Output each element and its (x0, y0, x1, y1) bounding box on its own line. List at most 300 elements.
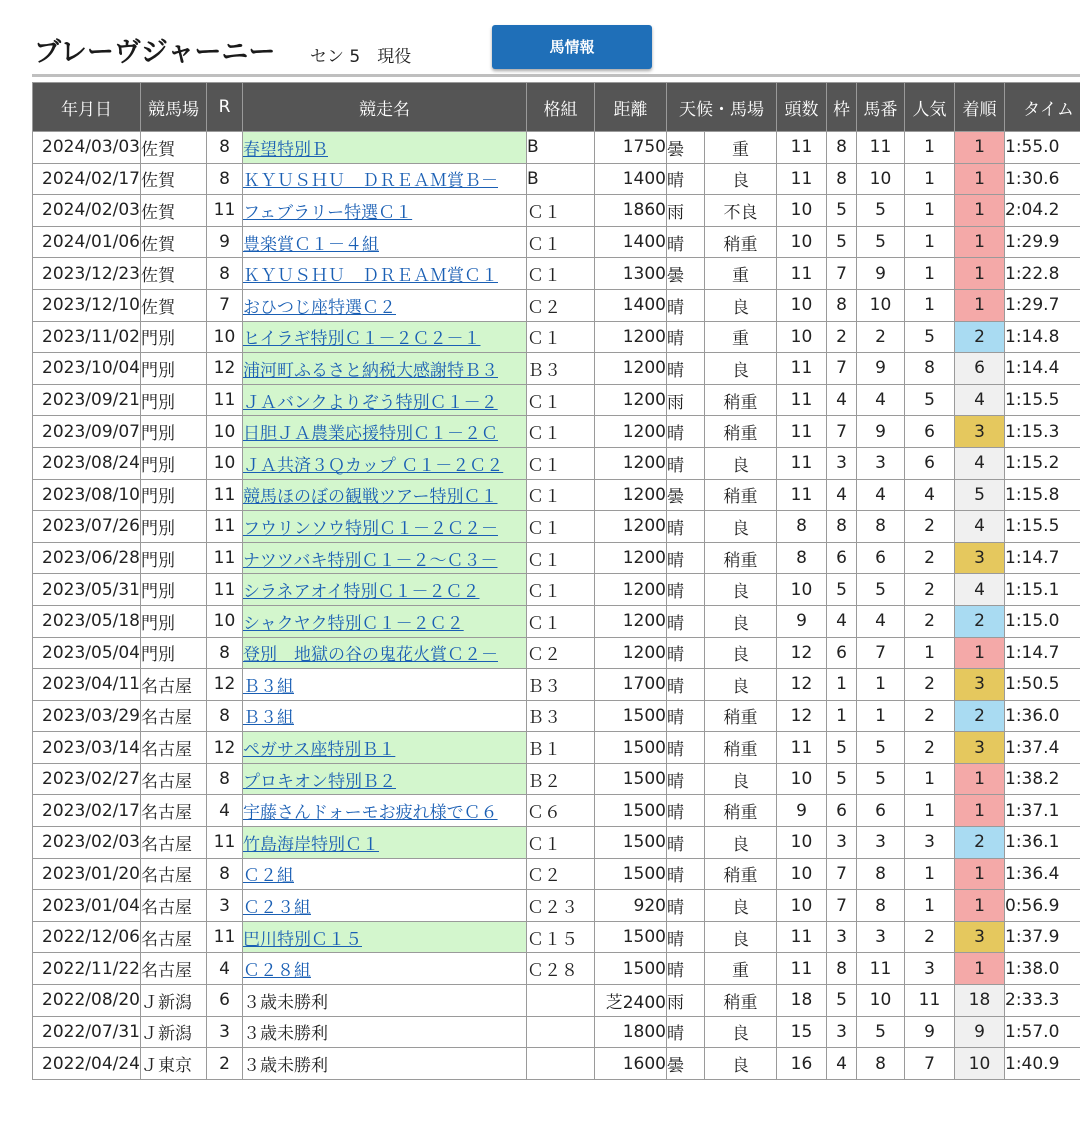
race-weather: 晴 (667, 289, 705, 321)
gate-number: 3 (827, 827, 857, 859)
gate-number: 3 (827, 447, 857, 479)
popularity: 2 (905, 542, 955, 574)
race-class: Ｂ３ (527, 353, 595, 385)
table-row (33, 795, 1080, 827)
race-weather: 曇 (667, 132, 705, 164)
track-condition: 良 (705, 353, 777, 385)
track-condition: 重 (705, 953, 777, 985)
race-name-link[interactable]: 竹島海岸特別Ｃ１ (243, 834, 379, 855)
table-row (33, 669, 1080, 701)
gate-number: 1 (827, 669, 857, 701)
finish-time: 1:29.9 (1005, 226, 1080, 258)
horse-number: 7 (857, 637, 905, 669)
race-class: B (527, 132, 595, 164)
finish-position: 5 (955, 479, 1005, 511)
finish-time: 1:36.0 (1005, 700, 1080, 732)
horse-number: 4 (857, 384, 905, 416)
race-date: 2024/02/03 (33, 195, 141, 227)
track-condition: 良 (705, 890, 777, 922)
race-track: 佐賀 (141, 226, 207, 258)
table-row (33, 195, 1080, 227)
gate-number: 1 (827, 700, 857, 732)
popularity: 8 (905, 353, 955, 385)
finish-time: 1:37.4 (1005, 732, 1080, 764)
race-distance: 1400 (595, 289, 667, 321)
race-date: 2023/02/03 (33, 827, 141, 859)
field-size: 8 (777, 511, 827, 543)
race-weather: 晴 (667, 353, 705, 385)
track-condition: 稍重 (705, 700, 777, 732)
popularity: 1 (905, 858, 955, 890)
field-size: 18 (777, 985, 827, 1017)
race-number: 9 (207, 226, 243, 258)
popularity: 1 (905, 289, 955, 321)
race-weather: 晴 (667, 669, 705, 701)
race-name: ３歳未勝利 (243, 985, 527, 1017)
race-number: 12 (207, 732, 243, 764)
table-row (33, 574, 1080, 606)
table-row (33, 732, 1080, 764)
field-size: 11 (777, 921, 827, 953)
popularity: 1 (905, 890, 955, 922)
race-name (243, 669, 527, 701)
header-popularity: 人気 (905, 83, 955, 132)
race-class: Ｃ１ (527, 574, 595, 606)
field-size: 11 (777, 953, 827, 985)
finish-position: 1 (955, 289, 1005, 321)
gate-number: 3 (827, 1016, 857, 1048)
gate-number: 5 (827, 763, 857, 795)
popularity: 2 (905, 921, 955, 953)
race-name (243, 574, 527, 606)
table-row (33, 827, 1080, 859)
race-class (527, 1016, 595, 1048)
table-row (33, 1016, 1080, 1048)
race-name: ３歳未勝利 (243, 1048, 527, 1080)
race-name-link[interactable]: ＪＡ共済３Ｑカップ Ｃ１－２Ｃ２ (243, 455, 504, 476)
race-name-link[interactable]: シャクヤク特別Ｃ１－２Ｃ２ (243, 613, 464, 634)
field-size: 10 (777, 858, 827, 890)
header-race-name: 競走名 (243, 83, 527, 132)
race-distance: 1200 (595, 353, 667, 385)
race-name (243, 416, 527, 448)
race-name-link[interactable]: Ｂ３組 (243, 708, 294, 729)
finish-time: 1:57.0 (1005, 1016, 1080, 1048)
finish-time: 1:38.2 (1005, 763, 1080, 795)
finish-time: 2:33.3 (1005, 985, 1080, 1017)
race-date: 2022/04/24 (33, 1048, 141, 1080)
table-row (33, 985, 1080, 1017)
finish-position: 3 (955, 921, 1005, 953)
race-track: 名古屋 (141, 921, 207, 953)
horse-number: 2 (857, 321, 905, 353)
horse-number: 9 (857, 416, 905, 448)
popularity: 1 (905, 132, 955, 164)
header-field-size: 頭数 (777, 83, 827, 132)
race-weather: 晴 (667, 921, 705, 953)
race-name (243, 289, 527, 321)
race-class: Ｃ６ (527, 795, 595, 827)
race-number: 6 (207, 985, 243, 1017)
race-date: 2022/11/22 (33, 953, 141, 985)
race-name-link[interactable]: Ｃ２３組 (243, 898, 311, 919)
race-date: 2022/08/20 (33, 985, 141, 1017)
race-name (243, 353, 527, 385)
popularity: 1 (905, 163, 955, 195)
race-number: 8 (207, 258, 243, 290)
race-class: Ｃ１ (527, 511, 595, 543)
field-size: 10 (777, 827, 827, 859)
horse-number: 5 (857, 195, 905, 227)
race-weather: 晴 (667, 827, 705, 859)
table-row (33, 163, 1080, 195)
race-distance: 1300 (595, 258, 667, 290)
finish-position: 1 (955, 258, 1005, 290)
track-condition: 重 (705, 132, 777, 164)
race-track: 名古屋 (141, 953, 207, 985)
finish-position: 4 (955, 384, 1005, 416)
finish-time: 1:15.5 (1005, 384, 1080, 416)
race-name (243, 195, 527, 227)
race-name-link[interactable]: ＪＡバンクよりぞう特別Ｃ１－２ (243, 392, 498, 413)
gate-number: 7 (827, 416, 857, 448)
horse-number: 10 (857, 985, 905, 1017)
field-size: 11 (777, 132, 827, 164)
race-track: 佐賀 (141, 163, 207, 195)
race-name (243, 511, 527, 543)
track-condition: 良 (705, 763, 777, 795)
gate-number: 5 (827, 985, 857, 1017)
popularity: 1 (905, 226, 955, 258)
race-name-link[interactable]: 春望特別Ｂ (243, 139, 328, 160)
finish-position: 2 (955, 700, 1005, 732)
field-size: 10 (777, 890, 827, 922)
race-date: 2023/12/10 (33, 289, 141, 321)
race-distance: 1200 (595, 384, 667, 416)
popularity: 11 (905, 985, 955, 1017)
finish-time: 1:15.1 (1005, 574, 1080, 606)
track-condition: 稍重 (705, 226, 777, 258)
race-number: 8 (207, 637, 243, 669)
race-name-link[interactable]: ナツツバキ特別Ｃ１－２～Ｃ３－ (243, 550, 498, 571)
race-name-link[interactable]: 豊楽賞Ｃ１－４組 (243, 234, 379, 255)
table-row (33, 353, 1080, 385)
finish-position: 18 (955, 985, 1005, 1017)
race-number: 12 (207, 353, 243, 385)
race-date: 2023/08/24 (33, 447, 141, 479)
race-weather: 曇 (667, 1048, 705, 1080)
horse-number: 4 (857, 605, 905, 637)
horse-number: 5 (857, 574, 905, 606)
race-date: 2024/03/03 (33, 132, 141, 164)
race-weather: 雨 (667, 195, 705, 227)
race-name-link[interactable]: 浦河町ふるさと納税大感謝特Ｂ３ (243, 360, 498, 381)
table-row (33, 700, 1080, 732)
gate-number: 8 (827, 511, 857, 543)
race-weather: 晴 (667, 416, 705, 448)
horse-name: ブレーヴジャーニー (34, 37, 276, 68)
race-name-link[interactable]: ＫＹＵＳＨＵ ＤＲＥＡＭ賞Ｂ－ (243, 171, 498, 192)
finish-position: 2 (955, 827, 1005, 859)
finish-time: 1:55.0 (1005, 132, 1080, 164)
race-number: 8 (207, 700, 243, 732)
gate-number: 4 (827, 605, 857, 637)
race-name-link[interactable]: おひつじ座特選Ｃ２ (243, 297, 396, 318)
race-name (243, 858, 527, 890)
field-size: 10 (777, 321, 827, 353)
race-track: 門別 (141, 447, 207, 479)
race-track: 名古屋 (141, 732, 207, 764)
race-name-link[interactable]: シラネアオイ特別Ｃ１－２Ｃ２ (243, 582, 480, 603)
race-distance: 1200 (595, 542, 667, 574)
race-class: Ｃ１ (527, 195, 595, 227)
track-condition: 不良 (705, 195, 777, 227)
race-number: 11 (207, 384, 243, 416)
finish-position: 1 (955, 953, 1005, 985)
race-distance: 1600 (595, 1048, 667, 1080)
race-distance: 芝2400 (595, 985, 667, 1017)
gate-number: 8 (827, 953, 857, 985)
race-number: 2 (207, 1048, 243, 1080)
race-class: Ｂ１ (527, 732, 595, 764)
race-track: 門別 (141, 542, 207, 574)
horse-number: 3 (857, 827, 905, 859)
race-name-link[interactable]: 登別 地獄の谷の鬼花火賞Ｃ２－ (243, 645, 498, 666)
race-track: 名古屋 (141, 827, 207, 859)
race-name (243, 132, 527, 164)
race-name-link[interactable]: ペガサス座特別Ｂ１ (243, 740, 396, 761)
finish-time: 1:36.4 (1005, 858, 1080, 890)
finish-position: 3 (955, 669, 1005, 701)
race-distance: 1700 (595, 669, 667, 701)
table-row (33, 289, 1080, 321)
horse-number: 1 (857, 700, 905, 732)
race-track: 門別 (141, 416, 207, 448)
race-date: 2023/03/14 (33, 732, 141, 764)
horse-number: 8 (857, 511, 905, 543)
finish-position: 4 (955, 511, 1005, 543)
race-track: 佐賀 (141, 132, 207, 164)
race-date: 2023/12/23 (33, 258, 141, 290)
table-row (33, 132, 1080, 164)
race-distance: 1200 (595, 479, 667, 511)
finish-position: 6 (955, 353, 1005, 385)
finish-time: 1:30.6 (1005, 163, 1080, 195)
race-name-link[interactable]: フウリンソウ特別Ｃ１－２Ｃ２－ (243, 518, 498, 539)
gate-number: 7 (827, 858, 857, 890)
race-track: 名古屋 (141, 763, 207, 795)
race-number: 8 (207, 163, 243, 195)
track-condition: 良 (705, 574, 777, 606)
gate-number: 5 (827, 195, 857, 227)
horse-number: 1 (857, 669, 905, 701)
track-condition: 良 (705, 921, 777, 953)
finish-time: 1:15.2 (1005, 447, 1080, 479)
race-number: 4 (207, 953, 243, 985)
race-name-link[interactable]: プロキオン特別Ｂ２ (243, 771, 396, 792)
race-distance: 1200 (595, 321, 667, 353)
race-date: 2023/10/04 (33, 353, 141, 385)
race-number: 3 (207, 1016, 243, 1048)
popularity: 9 (905, 1016, 955, 1048)
race-number: 10 (207, 416, 243, 448)
race-track: 門別 (141, 479, 207, 511)
track-condition: 良 (705, 1016, 777, 1048)
field-size: 12 (777, 669, 827, 701)
race-number: 8 (207, 858, 243, 890)
race-distance: 1500 (595, 732, 667, 764)
race-class: Ｃ２ (527, 289, 595, 321)
horse-number: 5 (857, 226, 905, 258)
field-size: 11 (777, 353, 827, 385)
race-weather: 晴 (667, 226, 705, 258)
popularity: 1 (905, 637, 955, 669)
popularity: 1 (905, 795, 955, 827)
race-date: 2023/03/29 (33, 700, 141, 732)
race-class (527, 985, 595, 1017)
race-class: Ｃ２ (527, 637, 595, 669)
race-name-link[interactable]: フェブラリー特選Ｃ１ (243, 202, 413, 223)
race-distance: 920 (595, 890, 667, 922)
field-size: 16 (777, 1048, 827, 1080)
horse-number: 6 (857, 795, 905, 827)
race-distance: 1500 (595, 921, 667, 953)
finish-position: 1 (955, 132, 1005, 164)
finish-time: 1:37.9 (1005, 921, 1080, 953)
table-row (33, 890, 1080, 922)
race-class (527, 1048, 595, 1080)
race-weather: 晴 (667, 795, 705, 827)
track-condition: 稍重 (705, 416, 777, 448)
gate-number: 5 (827, 732, 857, 764)
horse-number: 3 (857, 447, 905, 479)
race-name-link[interactable]: ＫＹＵＳＨＵ ＤＲＥＡＭ賞Ｃ１ (243, 266, 498, 287)
race-name-link[interactable]: ヒイラギ特別Ｃ１－２Ｃ２－１ (243, 329, 481, 350)
field-size: 11 (777, 163, 827, 195)
race-name-link[interactable]: 競馬ほのぼの観戦ツアー特別Ｃ１ (243, 487, 498, 508)
race-number: 11 (207, 195, 243, 227)
table-row (33, 763, 1080, 795)
race-track: 名古屋 (141, 669, 207, 701)
race-number: 7 (207, 289, 243, 321)
race-name-link[interactable]: Ｃ２８組 (243, 961, 311, 982)
finish-position: 2 (955, 321, 1005, 353)
race-number: 10 (207, 321, 243, 353)
field-size: 9 (777, 605, 827, 637)
race-date: 2023/05/04 (33, 637, 141, 669)
gate-number: 7 (827, 353, 857, 385)
field-size: 10 (777, 574, 827, 606)
horse-info-button[interactable]: 馬情報 (492, 25, 652, 69)
field-size: 10 (777, 226, 827, 258)
finish-time: 1:15.3 (1005, 416, 1080, 448)
finish-time: 1:14.7 (1005, 637, 1080, 669)
race-class: Ｃ２８ (527, 953, 595, 985)
field-size: 11 (777, 732, 827, 764)
track-condition: 稍重 (705, 542, 777, 574)
race-name (243, 827, 527, 859)
track-condition: 良 (705, 827, 777, 859)
finish-position: 1 (955, 795, 1005, 827)
popularity: 3 (905, 827, 955, 859)
race-name-link[interactable]: 宇藤さんドォーモお疲れ様でＣ６ (243, 803, 498, 824)
race-class: Ｃ１ (527, 605, 595, 637)
popularity: 1 (905, 763, 955, 795)
field-size: 15 (777, 1016, 827, 1048)
race-class: Ｃ１ (527, 321, 595, 353)
race-name (243, 542, 527, 574)
horse-number: 11 (857, 132, 905, 164)
race-date: 2023/05/18 (33, 605, 141, 637)
race-track: Ｊ東京 (141, 1048, 207, 1080)
race-track: 佐賀 (141, 258, 207, 290)
race-name-link[interactable]: Ｂ３組 (243, 676, 294, 697)
finish-position: 10 (955, 1048, 1005, 1080)
popularity: 1 (905, 258, 955, 290)
race-name-link[interactable]: Ｃ２組 (243, 866, 294, 887)
table-row (33, 416, 1080, 448)
race-track: Ｊ新潟 (141, 985, 207, 1017)
header-weather-condition: 天候・馬場 (667, 83, 777, 132)
race-name (243, 921, 527, 953)
race-name (243, 479, 527, 511)
race-track: 佐賀 (141, 195, 207, 227)
field-size: 10 (777, 289, 827, 321)
race-class: Ｃ１ (527, 479, 595, 511)
race-name-link[interactable]: 日胆ＪＡ農業応援特別Ｃ１－２Ｃ (243, 424, 498, 445)
gate-number: 8 (827, 163, 857, 195)
popularity: 4 (905, 479, 955, 511)
track-condition: 良 (705, 447, 777, 479)
field-size: 8 (777, 542, 827, 574)
race-weather: 晴 (667, 732, 705, 764)
track-condition: 稍重 (705, 858, 777, 890)
race-weather: 晴 (667, 763, 705, 795)
track-condition: 良 (705, 289, 777, 321)
race-name (243, 163, 527, 195)
race-weather: 晴 (667, 953, 705, 985)
race-distance: 1500 (595, 858, 667, 890)
finish-time: 1:36.1 (1005, 827, 1080, 859)
finish-time: 1:22.8 (1005, 258, 1080, 290)
popularity: 5 (905, 321, 955, 353)
title-divider (32, 74, 1080, 77)
finish-time: 0:56.9 (1005, 890, 1080, 922)
race-name (243, 321, 527, 353)
race-name (243, 447, 527, 479)
header-class: 格組 (527, 83, 595, 132)
race-class: Ｃ１ (527, 226, 595, 258)
race-number: 4 (207, 795, 243, 827)
gate-number: 3 (827, 921, 857, 953)
finish-time: 2:04.2 (1005, 195, 1080, 227)
race-date: 2023/01/20 (33, 858, 141, 890)
race-number: 11 (207, 574, 243, 606)
race-name-link[interactable]: 巴川特別Ｃ１５ (243, 929, 362, 950)
race-name (243, 890, 527, 922)
race-distance: 1800 (595, 1016, 667, 1048)
horse-number: 9 (857, 258, 905, 290)
field-size: 9 (777, 795, 827, 827)
finish-time: 1:50.5 (1005, 669, 1080, 701)
race-weather: 晴 (667, 511, 705, 543)
gate-number: 4 (827, 1048, 857, 1080)
track-condition: 稍重 (705, 384, 777, 416)
race-track: 名古屋 (141, 795, 207, 827)
finish-position: 1 (955, 858, 1005, 890)
race-weather: 晴 (667, 700, 705, 732)
race-date: 2023/07/26 (33, 511, 141, 543)
